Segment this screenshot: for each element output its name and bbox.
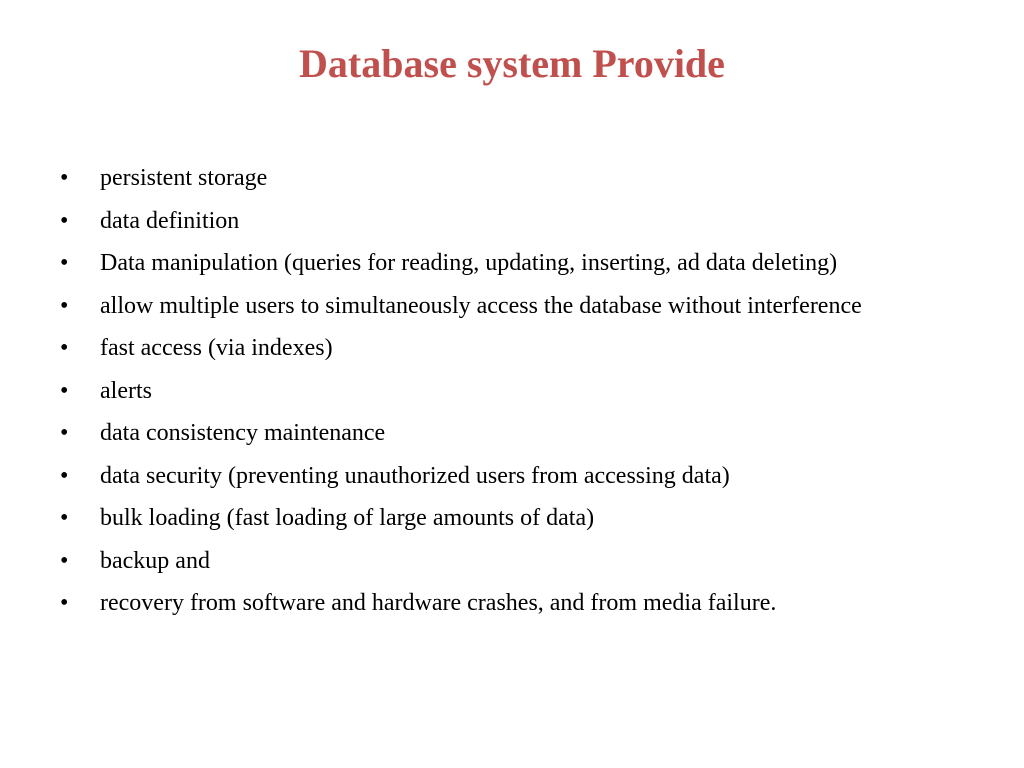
bullet-text: data security (preventing unauthorized users from accessing data) <box>100 462 730 489</box>
bullet-text: persistent storage <box>100 165 268 191</box>
bullet-text: data consistency maintenance <box>100 420 386 446</box>
bullet-icon: • <box>60 292 69 319</box>
bullet-text: bulk loading (fast loading of large amounts of data) <box>100 505 595 531</box>
bullet-item <box>60 585 940 621</box>
bullet-text: data definition <box>100 207 240 234</box>
bullet-icon: • <box>60 335 69 361</box>
bullet-text: fast access (via indexes) <box>100 335 333 361</box>
bullet-item <box>60 458 940 494</box>
bullet-text: recovery from software and hardware crashes, and from media failure. <box>100 590 777 616</box>
bullet-icon: • <box>60 462 69 489</box>
bullet-item <box>60 500 940 536</box>
bullet-text: Data manipulation (queries for reading, updating, inserting, ad data deleting) <box>100 250 838 276</box>
bullet-text: backup and <box>100 547 210 574</box>
bullet-text: allow multiple users to simultaneously access the database without interference <box>100 292 862 319</box>
bullet-text: alerts <box>100 377 152 404</box>
bullet-icon: • <box>60 420 69 446</box>
bullet-item <box>60 288 940 324</box>
bullet-list <box>60 160 940 628</box>
slide-title: Database system Provide <box>299 41 725 86</box>
bullet-icon: • <box>60 590 69 616</box>
bullet-item <box>60 373 940 409</box>
bullet-icon: • <box>60 207 69 234</box>
bullet-icon: • <box>60 250 69 276</box>
bullet-icon: • <box>60 377 69 404</box>
bullet-icon: • <box>60 547 69 574</box>
bullet-item <box>60 245 940 281</box>
bullet-item <box>60 415 940 451</box>
bullet-item <box>60 160 940 196</box>
bullet-icon: • <box>60 505 69 531</box>
bullet-icon: • <box>60 165 69 191</box>
bullet-item <box>60 543 940 579</box>
bullet-item <box>60 203 940 239</box>
bullet-item <box>60 330 940 366</box>
